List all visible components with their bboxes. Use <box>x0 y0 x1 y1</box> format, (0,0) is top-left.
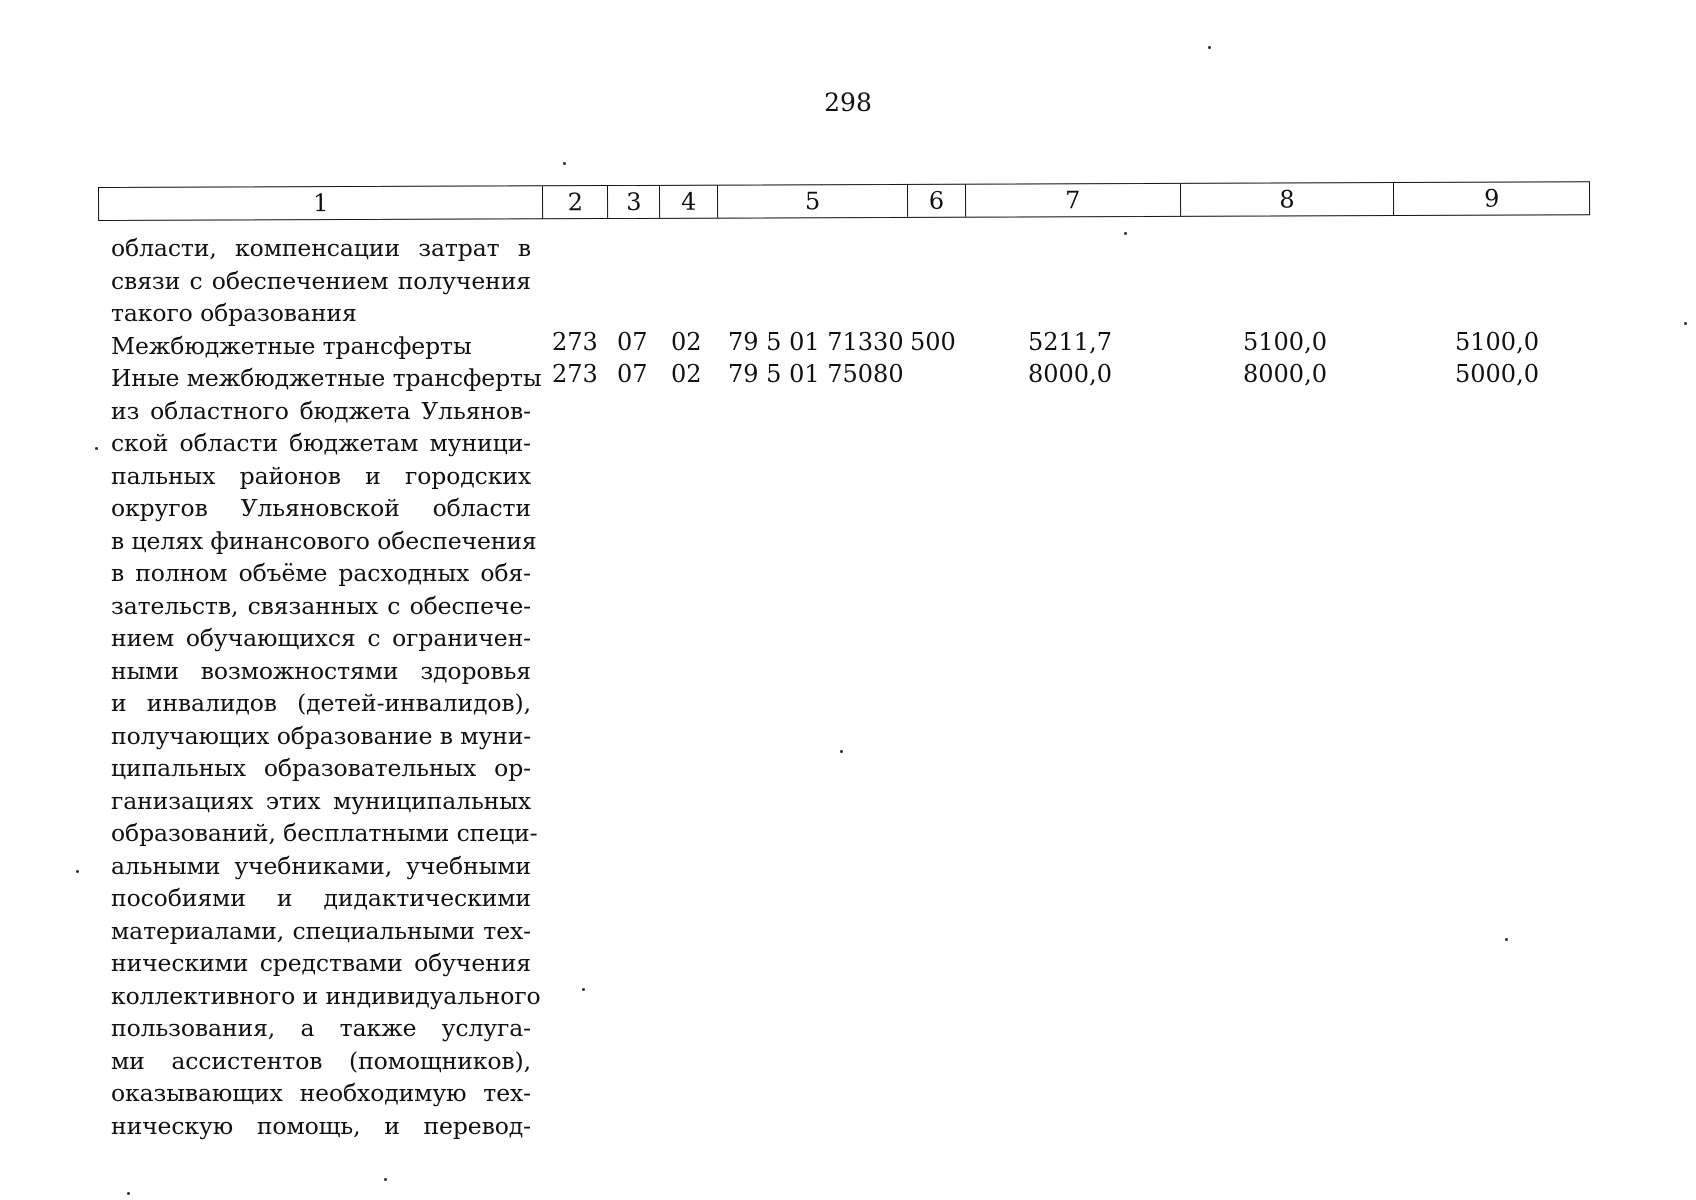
description-line: в полном объёме расходных обя- <box>111 559 531 587</box>
scan-speck <box>384 1178 387 1181</box>
description-line: ническую помощь, и перевод- <box>111 1111 531 1140</box>
table-row <box>0 326 1696 358</box>
table-row <box>0 358 1696 390</box>
row-name-other-interbudget: Иные межбюджетные трансферты <box>111 364 542 392</box>
description-line: из областного бюджета Ульянов- <box>111 396 531 425</box>
header-col-1: 1 <box>99 186 544 220</box>
cell-amount-col7: 8000,0 <box>1028 360 1112 388</box>
header-col-5: 5 <box>718 185 908 218</box>
header-col-8: 8 <box>1181 183 1395 216</box>
description-line: пользования, а также услуга- <box>111 1014 531 1042</box>
row-name-interbudget: Межбюджетные трансферты <box>111 331 472 360</box>
cell-subsection: 02 <box>671 328 702 356</box>
scan-speck <box>1684 322 1687 325</box>
description-line: ми ассистентов (помощников), <box>111 1046 531 1075</box>
description-line: округов Ульяновской области <box>111 494 531 522</box>
description-line: образований, бесплатными специ- <box>111 819 538 847</box>
cell-target-article: 79 5 01 75080 <box>728 360 904 388</box>
scan-speck <box>1505 938 1508 941</box>
cell-amount-col9: 5000,0 <box>1455 360 1539 388</box>
table-header-row <box>98 181 1590 221</box>
cell-target-article: 79 5 01 71330 <box>728 328 904 356</box>
scan-speck <box>76 870 79 873</box>
cell-amount-col9: 5100,0 <box>1455 328 1539 356</box>
description-line: альными учебниками, учебными <box>111 851 531 880</box>
cell-ministry-code: 273 <box>552 328 598 356</box>
description-line: коллективного и индивидуального <box>111 981 541 1010</box>
cell-amount-col8: 8000,0 <box>1243 360 1327 388</box>
cell-ministry-code: 273 <box>552 360 598 388</box>
description-line: пособиями и дидактическими <box>111 884 531 912</box>
header-col-2: 2 <box>543 186 608 218</box>
scan-speck <box>95 447 98 450</box>
description-line: ническими средствами обучения <box>111 949 531 977</box>
description-line: материалами, специальными тех- <box>111 916 531 945</box>
description-line: ской области бюджетам муници- <box>111 429 531 457</box>
header-col-9: 9 <box>1484 184 1500 213</box>
scan-speck <box>582 988 585 991</box>
scan-speck <box>1124 232 1127 235</box>
description-line: ципальных образовательных ор- <box>111 754 531 782</box>
cell-amount-col8: 5100,0 <box>1243 328 1327 356</box>
description-line: нием обучающихся с ограничен- <box>111 624 531 652</box>
description-line: ганизациях этих муниципальных <box>111 786 531 815</box>
page-number: 298 <box>824 88 872 117</box>
header-col-6: 6 <box>908 185 966 217</box>
continuation-line: области, компенсации затрат в <box>111 234 531 262</box>
continuation-line: такого образования <box>111 299 357 327</box>
cell-section: 07 <box>617 328 648 356</box>
cell-subsection: 02 <box>671 360 702 388</box>
cell-amount-col7: 5211,7 <box>1028 328 1112 356</box>
scan-speck <box>563 162 566 165</box>
description-line: в целях финансового обеспечения <box>111 526 537 555</box>
description-line: пальных районов и городских <box>111 461 531 490</box>
header-col-3: 3 <box>608 186 660 218</box>
description-line: оказывающих необходимую тех- <box>111 1079 531 1107</box>
cell-expense-type: 500 <box>910 328 956 356</box>
scan-speck <box>127 1192 130 1195</box>
scan-speck <box>1208 46 1211 49</box>
description-line: и инвалидов (детей-инвалидов), <box>111 689 531 717</box>
header-col-4: 4 <box>660 186 718 218</box>
scan-speck <box>840 750 843 753</box>
header-col-7: 7 <box>966 184 1181 217</box>
continuation-line: связи с обеспечением получения <box>111 266 531 295</box>
description-line: ными возможностями здоровья <box>111 656 531 685</box>
cell-section: 07 <box>617 360 648 388</box>
description-line: зательств, связанных с обеспече- <box>111 591 531 620</box>
description-line: получающих образование в муни- <box>111 721 532 750</box>
